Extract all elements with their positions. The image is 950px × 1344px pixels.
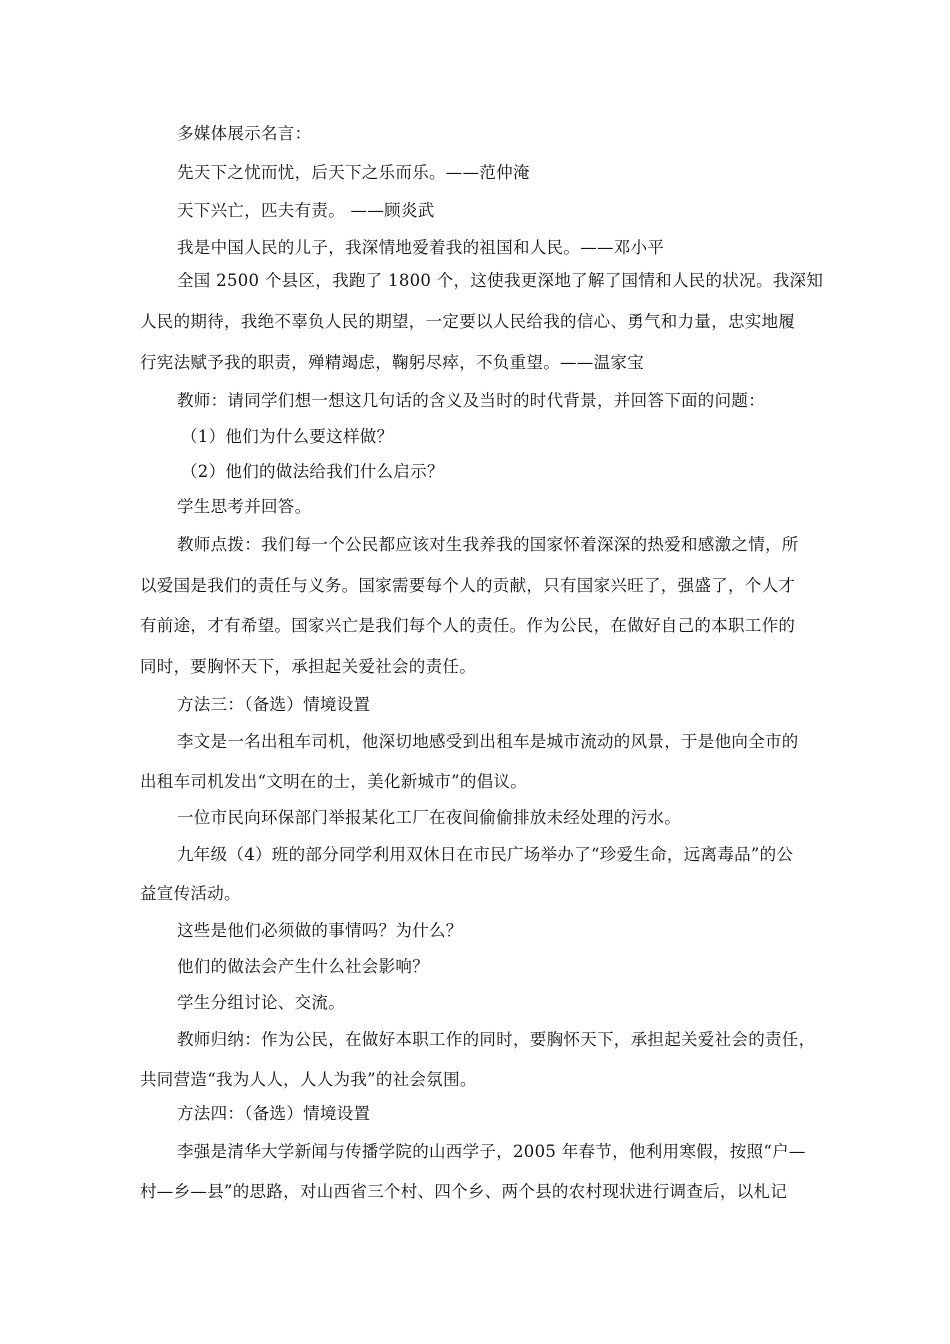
text-line: （2）他们的做法给我们什么启示？ [181,462,444,481]
text-line: 方法四：（备选）情境设置 [177,1104,371,1123]
text-line: 他们的做法会产生什么社会影响？ [177,957,429,976]
text-line: 九年级（4）班的部分同学利用双休日在市民广场举办了“珍爱生命，远离毒品”的公 [177,845,794,864]
text-line: 全国 2500 个县区，我跑了 1800 个，这使我更深地了解了国情和人民的状况。我深知 [177,271,824,290]
text-line: 以爱国是我们的责任与义务。国家需要每个人的贡献，只有国家兴旺了，强盛了，个人才 [140,576,796,595]
text-line: 人民的期待，我绝不辜负人民的期望，一定要以人民给我的信心、勇气和力量，忠实地履 [140,312,796,331]
text-line: 益宣传活动。 [140,884,241,903]
text-line: 同时，要胸怀天下，承担起关爱社会的责任。 [140,657,476,676]
text-line: 方法三：（备选）情境设置 [177,695,371,714]
text-line: 学生分组讨论、交流。 [177,993,345,1012]
text-line: 多媒体展示名言： [177,124,312,143]
text-line: 天下兴亡，匹夫有责。 ——顾炎武 [177,201,435,220]
text-line: 有前途，才有希望。国家兴亡是我们每个人的责任。作为公民，在做好自己的本职工作的 [140,616,796,635]
text-line: 行宪法赋予我的职责，殚精竭虑，鞠躬尽瘁，不负重望。——温家宝 [140,353,644,372]
text-line: 李文是一名出租车司机，他深切地感受到出租车是城市流动的风景，于是他向全市的 [177,732,799,751]
text-line: 先天下之忧而忧，后天下之乐而乐。——范仲淹 [177,163,530,182]
text-line: 一位市民向环保部门举报某化工厂在夜间偷偷排放未经处理的污水。 [177,808,681,827]
text-line: 出租车司机发出“文明在的士，美化新城市”的倡议。 [140,772,528,791]
text-line: 教师归纳：作为公民，在做好本职工作的同时，要胸怀天下，承担起关爱社会的责任， [177,1030,816,1049]
text-line: 这些是他们必须做的事情吗？为什么？ [177,921,463,940]
text-line: 我是中国人民的儿子，我深情地爱着我的祖国和人民。——邓小平 [177,238,665,257]
text-line: （1）他们为什么要这样做？ [181,427,394,446]
text-line: 共同营造“我为人人，人人为我”的社会氛围。 [140,1070,477,1089]
text-line: 学生思考并回答。 [177,497,312,516]
text-line: 教师点拨：我们每一个公民都应该对生我养我的国家怀着深深的热爱和感激之情，所 [177,535,799,554]
text-line: 村—乡—县”的思路，对山西省三个村、四个乡、两个县的农村现状进行调查后，以札记 [140,1182,788,1201]
text-line: 教师：请同学们想一想这几句话的含义及当时的时代背景，并回答下面的问题： [177,391,765,410]
text-line: 李强是清华大学新闻与传播学院的山西学子，2005 年春节，他利用寒假，按照“户— [177,1142,806,1161]
